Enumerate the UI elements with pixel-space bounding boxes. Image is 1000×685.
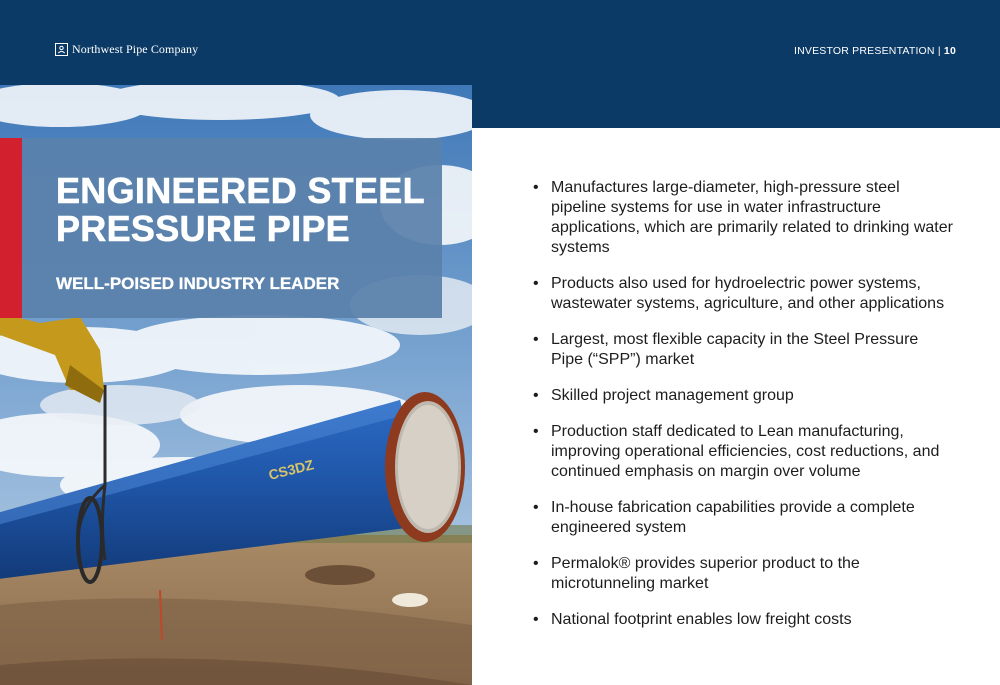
bullet-item: • Production staff dedicated to Lean manufacturing, improving operational efficiencies, cost reductions, and continued emphasis on margin over volume xyxy=(533,422,953,482)
title-panel xyxy=(22,138,442,318)
bullet-item: • Largest, most flexible capacity in the Steel Pressure Pipe (“SPP”) market xyxy=(533,330,953,370)
company-logo-icon xyxy=(55,43,68,56)
bullet-list xyxy=(533,178,953,646)
svg-text:CS3DZ: CS3DZ xyxy=(266,456,316,483)
company-logo xyxy=(55,42,198,57)
slide-title: ENGINEERED STEEL PRESSURE PIPE xyxy=(56,170,425,249)
bullet-item: • In-house fabrication capabilities provide a complete engineered system xyxy=(533,498,953,538)
presentation-label xyxy=(794,45,956,57)
bullet-item: • Manufactures large-diameter, high-pressure steel pipeline systems for use in water infrastructure applications, which are primarily related to drinking water systems xyxy=(533,178,953,258)
separator: | xyxy=(937,45,941,57)
company-name: Northwest Pipe Company xyxy=(72,42,199,56)
bullet-item: • Permalok® provides superior product to the microtunneling market xyxy=(533,554,953,594)
bullet-item: • Skilled project management group xyxy=(533,386,953,406)
page-number: 10 xyxy=(943,45,956,57)
slide-subtitle: WELL-POISED INDUSTRY LEADER xyxy=(56,274,340,293)
section-label: INVESTOR PRESENTATION xyxy=(793,45,935,57)
bullet-item: • Products also used for hydroelectric power systems, wastewater systems, agriculture, and other applications xyxy=(533,274,953,314)
accent-bar xyxy=(0,138,22,318)
bullet-item: • National footprint enables low freight costs xyxy=(533,610,953,630)
